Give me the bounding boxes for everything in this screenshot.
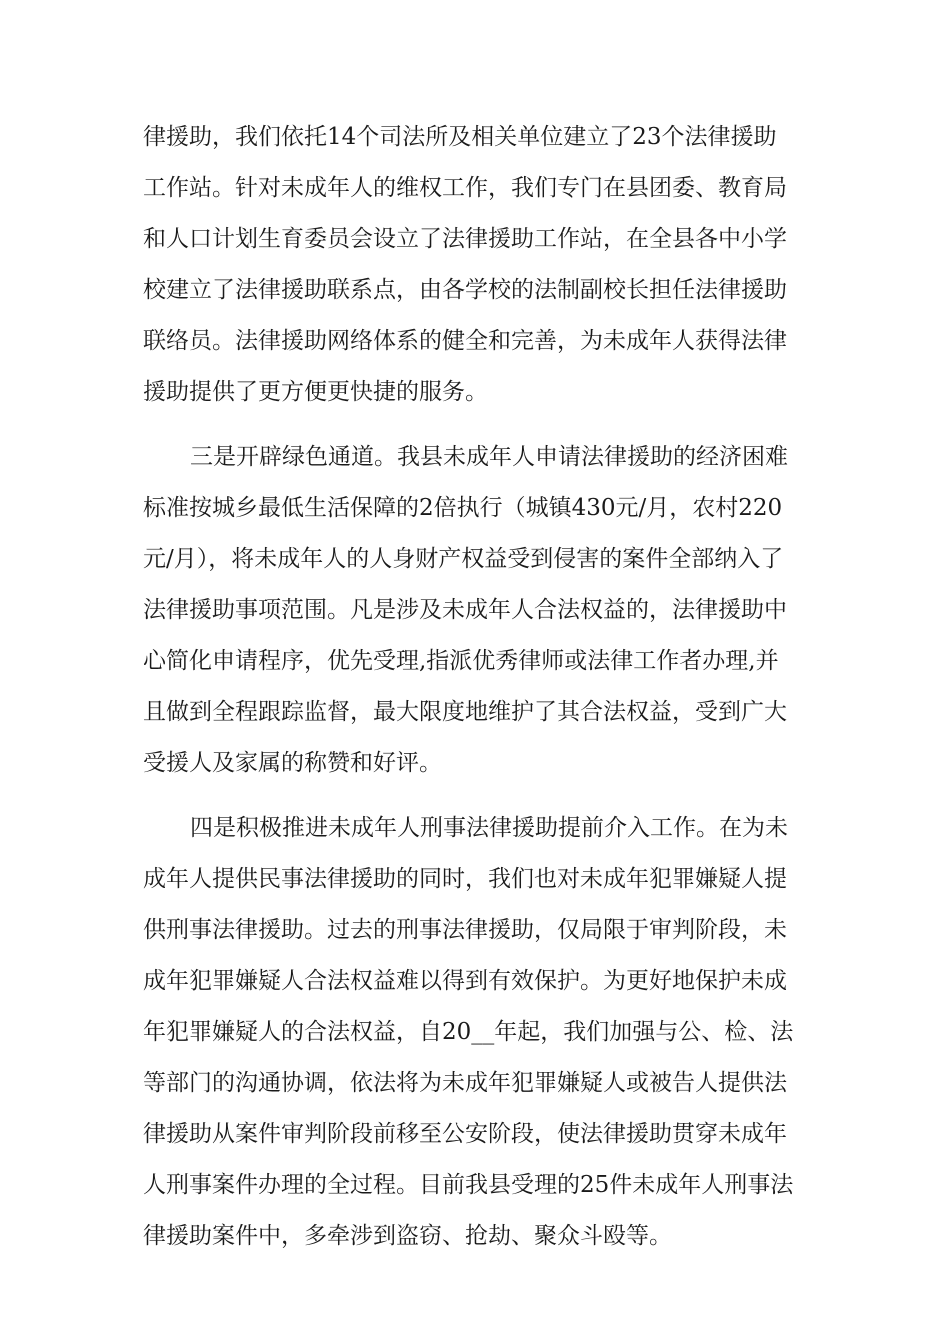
paragraph-3-line-5: 年犯罪嫌疑人的合法权益，自20__年起，我们加强与公、检、法 [143, 1019, 794, 1045]
paragraph-2-line-4: 法律援助事项范围。凡是涉及未成年人合法权益的，法律援助中 [143, 597, 787, 623]
paragraph-2-line-6: 且做到全程跟踪监督，最大限度地维护了其合法权益，受到广大 [143, 699, 787, 725]
paragraph-3-line-4: 成年犯罪嫌疑人合法权益难以得到有效保护。为更好地保护未成 [143, 968, 787, 994]
paragraph-3-line-7: 律援助从案件审判阶段前移至公安阶段，使法律援助贯穿未成年 [143, 1121, 787, 1147]
paragraph-1-line-3: 和人口计划生育委员会设立了法律援助工作站，在全县各中小学 [143, 226, 787, 252]
paragraph-1-line-2: 工作站。针对未成年人的维权工作，我们专门在县团委、教育局 [143, 175, 787, 201]
paragraph-3-line-2: 成年人提供民事法律援助的同时，我们也对未成年犯罪嫌疑人提 [143, 866, 787, 892]
paragraph-3-line-6: 等部门的沟通协调，依法将为未成年犯罪嫌疑人或被告人提供法 [143, 1070, 787, 1096]
paragraph-2-line-2: 标准按城乡最低生活保障的2倍执行（城镇430元/月，农村220 [143, 495, 783, 521]
paragraph-3-line-3: 供刑事法律援助。过去的刑事法律援助，仅局限于审判阶段，未 [143, 917, 787, 943]
paragraph-2-line-5: 心简化申请程序，优先受理,指派优秀律师或法律工作者办理,并 [143, 648, 779, 674]
paragraph-1-line-6: 援助提供了更方便更快捷的服务。 [143, 379, 488, 405]
paragraph-3-line-1: 四是积极推进未成年人刑事法律援助提前介入工作。在为未 [190, 815, 788, 841]
paragraph-1-line-5: 联络员。法律援助网络体系的健全和完善，为未成年人获得法律 [143, 328, 787, 354]
paragraph-2-line-1: 三是开辟绿色通道。我县未成年人申请法律援助的经济困难 [190, 444, 788, 470]
paragraph-1-line-1: 律援助，我们依托14个司法所及相关单位建立了23个法律援助 [143, 124, 777, 150]
paragraph-2-line-7: 受援人及家属的称赞和好评。 [143, 750, 442, 776]
paragraph-1-line-4: 校建立了法律援助联系点，由各学校的法制副校长担任法律援助 [143, 277, 787, 303]
paragraph-3-line-8: 人刑事案件办理的全过程。目前我县受理的25件未成年人刑事法 [143, 1172, 794, 1198]
paragraph-3-line-9: 律援助案件中，多牵涉到盗窃、抢劫、聚众斗殴等。 [143, 1223, 672, 1249]
paragraph-2-line-3: 元/月），将未成年人的人身财产权益受到侵害的案件全部纳入了 [143, 546, 784, 572]
